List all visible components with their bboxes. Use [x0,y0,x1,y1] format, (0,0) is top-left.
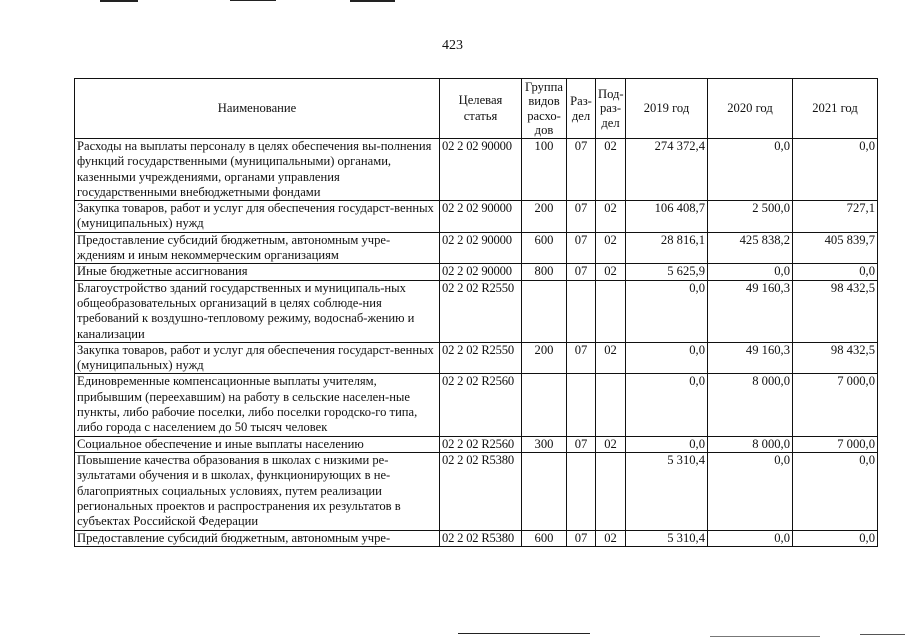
row-code: 02 2 02 90000 [440,232,522,264]
row-subsection: 02 [596,201,626,233]
table-header-row [75,79,878,139]
row-code: 02 2 02 R5380 [440,452,522,530]
header-subsection: Под-раз-дел [596,79,626,139]
header-2021: 2021 год [793,79,878,139]
row-2021: 98 432,5 [793,280,878,342]
row-group: 100 [522,139,567,201]
row-group [522,452,567,530]
row-2020: 0,0 [708,264,793,280]
scan-artifact-bottom-3 [860,634,905,635]
row-name: Закупка товаров, работ и услуг для обеспечения государст-венных (муниципальных) нужд [75,342,440,374]
header-name: Наименование [75,79,440,139]
row-name: Благоустройство зданий государственных и муниципаль-ных общеобразовательных организаций в целях соблюде-ния требований к воздушно-тепловому режиму, водоснаб-жению и канализации [75,280,440,342]
row-group [522,374,567,436]
row-section [567,280,596,342]
row-2019: 5 310,4 [626,530,708,546]
row-name: Расходы на выплаты персоналу в целях обеспечения вы-полнения функций государственными (муниципальными) органами, казенными учреждениями, органами управления государственными внебюджетными фондами [75,139,440,201]
scan-artifact-bottom-1 [458,633,590,634]
table-row [75,530,878,546]
row-2020: 2 500,0 [708,201,793,233]
row-subsection: 02 [596,139,626,201]
row-2021: 98 432,5 [793,342,878,374]
row-2019: 106 408,7 [626,201,708,233]
row-subsection: 02 [596,530,626,546]
row-section: 07 [567,436,596,452]
scan-artifact-top-3 [350,0,395,2]
row-2021: 727,1 [793,201,878,233]
row-2021: 7 000,0 [793,374,878,436]
row-2019: 0,0 [626,342,708,374]
row-2021: 7 000,0 [793,436,878,452]
table-row [75,139,878,201]
row-2021: 405 839,7 [793,232,878,264]
row-group: 200 [522,342,567,374]
row-2019: 274 372,4 [626,139,708,201]
row-2021: 0,0 [793,139,878,201]
row-2020: 49 160,3 [708,342,793,374]
row-group: 200 [522,201,567,233]
row-group [522,280,567,342]
row-2019: 5 625,9 [626,264,708,280]
row-2020: 0,0 [708,530,793,546]
table-row [75,280,878,342]
row-2021: 0,0 [793,452,878,530]
row-name: Единовременные компенсационные выплаты учителям, прибывшим (переехавшим) на работу в сельские населен-ные пункты, либо рабочие поселки, либо поселки городско-го типа, либо города с населением до 50 тысяч человек [75,374,440,436]
table-row [75,374,878,436]
page-number: 423 [442,38,463,53]
row-subsection [596,374,626,436]
table-row [75,264,878,280]
row-subsection: 02 [596,264,626,280]
row-subsection: 02 [596,436,626,452]
table-row [75,436,878,452]
row-2020: 49 160,3 [708,280,793,342]
row-section [567,452,596,530]
table-row [75,201,878,233]
header-2020: 2020 год [708,79,793,139]
row-code: 02 2 02 90000 [440,201,522,233]
row-2021: 0,0 [793,264,878,280]
budget-table [74,78,878,547]
row-section: 07 [567,232,596,264]
row-subsection [596,452,626,530]
row-group: 300 [522,436,567,452]
row-2020: 8 000,0 [708,374,793,436]
row-2019: 0,0 [626,436,708,452]
row-name: Предоставление субсидий бюджетным, автономным учре- [75,530,440,546]
row-name: Предоставление субсидий бюджетным, автономным учре-ждениям и иным некоммерческим организациям [75,232,440,264]
header-2019: 2019 год [626,79,708,139]
row-section [567,374,596,436]
row-code: 02 2 02 90000 [440,139,522,201]
table-row [75,232,878,264]
row-code: 02 2 02 R2560 [440,436,522,452]
row-name: Иные бюджетные ассигнования [75,264,440,280]
row-name: Социальное обеспечение и иные выплаты населению [75,436,440,452]
row-2020: 0,0 [708,452,793,530]
header-section: Раз-дел [567,79,596,139]
row-section: 07 [567,201,596,233]
row-section: 07 [567,139,596,201]
header-target: Целевая статья [440,79,522,139]
row-code: 02 2 02 R5380 [440,530,522,546]
row-code: 02 2 02 R2560 [440,374,522,436]
row-code: 02 2 02 R2550 [440,342,522,374]
row-2020: 0,0 [708,139,793,201]
row-2020: 8 000,0 [708,436,793,452]
row-2019: 28 816,1 [626,232,708,264]
row-2021: 0,0 [793,530,878,546]
row-2020: 425 838,2 [708,232,793,264]
scan-artifact-top-1 [100,0,138,2]
row-group: 800 [522,264,567,280]
row-2019: 0,0 [626,280,708,342]
row-code: 02 2 02 90000 [440,264,522,280]
row-group: 600 [522,530,567,546]
row-subsection: 02 [596,232,626,264]
row-name: Повышение качества образования в школах с низкими ре-зультатами обучения и в школах, функционирующих в не-благоприятных социальных условиях, путем реализации региональных проектов и распространения их результатов в субъектах Российской Федерации [75,452,440,530]
row-subsection: 02 [596,342,626,374]
row-subsection [596,280,626,342]
table-row [75,342,878,374]
row-section: 07 [567,264,596,280]
row-section: 07 [567,530,596,546]
row-code: 02 2 02 R2550 [440,280,522,342]
row-2019: 5 310,4 [626,452,708,530]
row-section: 07 [567,342,596,374]
table-row [75,452,878,530]
scan-artifact-bottom-2 [710,636,820,637]
row-name: Закупка товаров, работ и услуг для обеспечения государст-венных (муниципальных) нужд [75,201,440,233]
row-2019: 0,0 [626,374,708,436]
header-group: Группа видов расхо-дов [522,79,567,139]
row-group: 600 [522,232,567,264]
scan-artifact-top-2 [230,0,276,1]
